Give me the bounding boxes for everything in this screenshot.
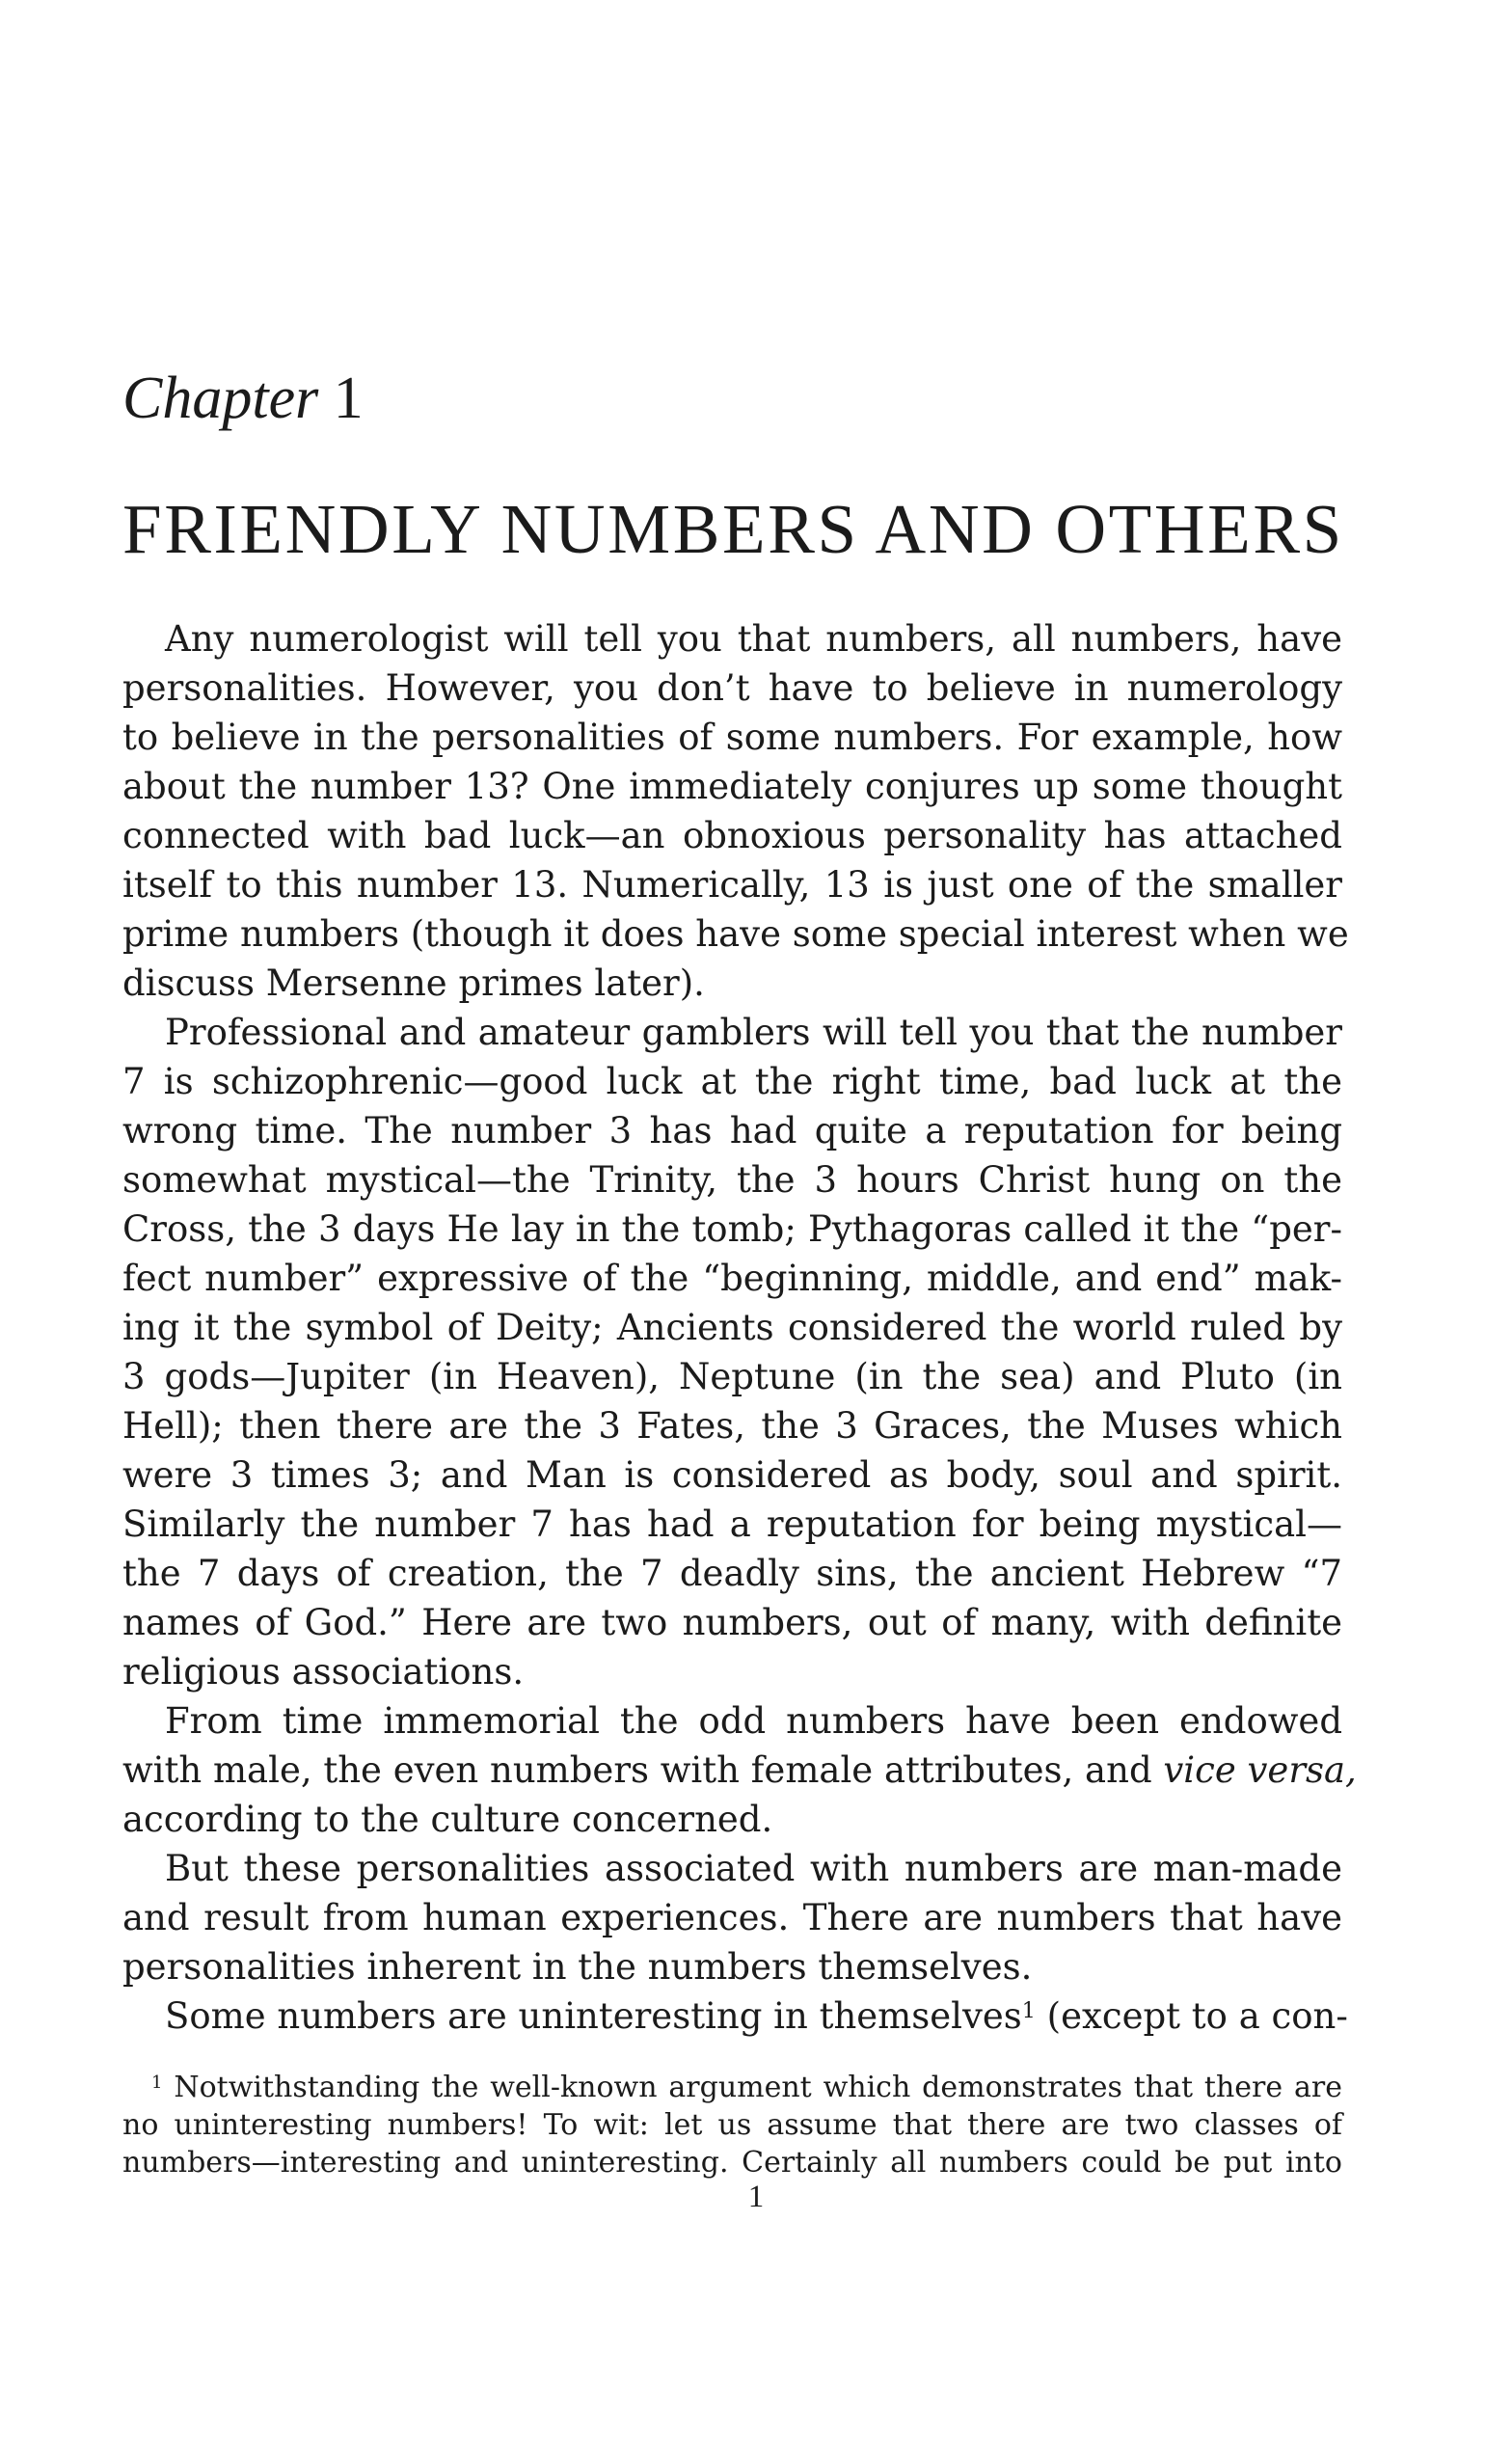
chapter-title: FRIENDLY NUMBERS AND OTHERS: [122, 490, 1344, 568]
chapter-label: [122, 366, 364, 431]
text-line: 7 is schizophrenic—good luck at the right time, bad luck at the: [122, 1061, 1342, 1102]
text-line: connected with bad luck—an obnoxious personality has attached: [122, 815, 1342, 856]
text-run: Notwithstanding the well-known argument which demonstrates that there are: [162, 2071, 1342, 2104]
text-run: (except to a con-: [1035, 1995, 1348, 2037]
text-line: Similarly the number 7 has had a reputation for being mystical—: [122, 1503, 1342, 1545]
italic-phrase: vice versa,: [1163, 1749, 1357, 1791]
text-line: the 7 days of creation, the 7 deadly sins, the ancient Hebrew “7: [122, 1553, 1342, 1594]
text-line: But these personalities associated with numbers are man-made: [165, 1848, 1342, 1889]
text-line: wrong time. The number 3 has had quite a reputation for being: [122, 1110, 1342, 1151]
footnotes: [122, 2069, 1342, 2181]
text-line: [122, 1991, 1348, 2041]
footnote-line: [122, 2069, 1342, 2106]
text-line: Professional and amateur gamblers will tell you that the number: [165, 1012, 1342, 1053]
text-line: [122, 1746, 1357, 1795]
text-line: religious associations.: [122, 1651, 525, 1693]
text-run: Some numbers are uninteresting in themselves: [165, 1995, 1022, 2037]
text-line: according to the culture concerned.: [122, 1799, 773, 1840]
chapter-label-word: Chapter: [122, 366, 319, 431]
text-line: Cross, the 3 days He lay in the tomb; Pythagoras called it the “per-: [122, 1208, 1342, 1250]
body-text: [122, 614, 1357, 2041]
footnote-number: 1: [151, 2072, 163, 2093]
text-line: prime numbers (though it does have some special interest when we: [122, 913, 1349, 955]
text-line: and result from human experiences. There are numbers that have: [122, 1897, 1342, 1938]
text-line: Hell); then there are the 3 Fates, the 3 Graces, the Muses which: [122, 1405, 1342, 1447]
text-line: about the number 13? One immediately conjures up some thought: [122, 766, 1342, 807]
footnote-line: numbers—interesting and uninteresting. Certainly all numbers could be put into: [122, 2146, 1342, 2180]
text-line: itself to this number 13. Numerically, 13 is just one of the smaller: [122, 864, 1342, 906]
text-line: From time immemorial the odd numbers have been endowed: [165, 1700, 1342, 1742]
page-number: 1: [747, 2180, 765, 2214]
text-line: Any numerologist will tell you that numbers, all numbers, have: [165, 618, 1342, 660]
text-line: 3 gods—Jupiter (in Heaven), Neptune (in the sea) and Pluto (in: [122, 1356, 1342, 1397]
text-line: fect number” expressive of the “beginning, middle, and end” mak-: [122, 1258, 1342, 1299]
chapter-label-number: 1: [333, 366, 364, 431]
text-line: personalities inherent in the numbers themselves.: [122, 1946, 1033, 1988]
text-line: discuss Mersenne primes later).: [122, 962, 705, 1004]
footnote-marker: 1: [1021, 1997, 1036, 2023]
text-line: ing it the symbol of Deity; Ancients considered the world ruled by: [122, 1307, 1342, 1348]
text-line: names of God.” Here are two numbers, out of many, with definite: [122, 1602, 1342, 1643]
text-line: personalities. However, you don’t have to believe in numerology: [122, 667, 1342, 709]
text-line: somewhat mystical—the Trinity, the 3 hours Christ hung on the: [122, 1159, 1342, 1201]
footnote-line: no uninteresting numbers! To wit: let us assume that there are two classes of: [122, 2108, 1342, 2142]
text-line: to believe in the personalities of some numbers. For example, how: [122, 717, 1342, 758]
text-run: with male, the even numbers with female attributes, and: [122, 1749, 1152, 1791]
text-line: were 3 times 3; and Man is considered as body, soul and spirit.: [122, 1454, 1342, 1496]
